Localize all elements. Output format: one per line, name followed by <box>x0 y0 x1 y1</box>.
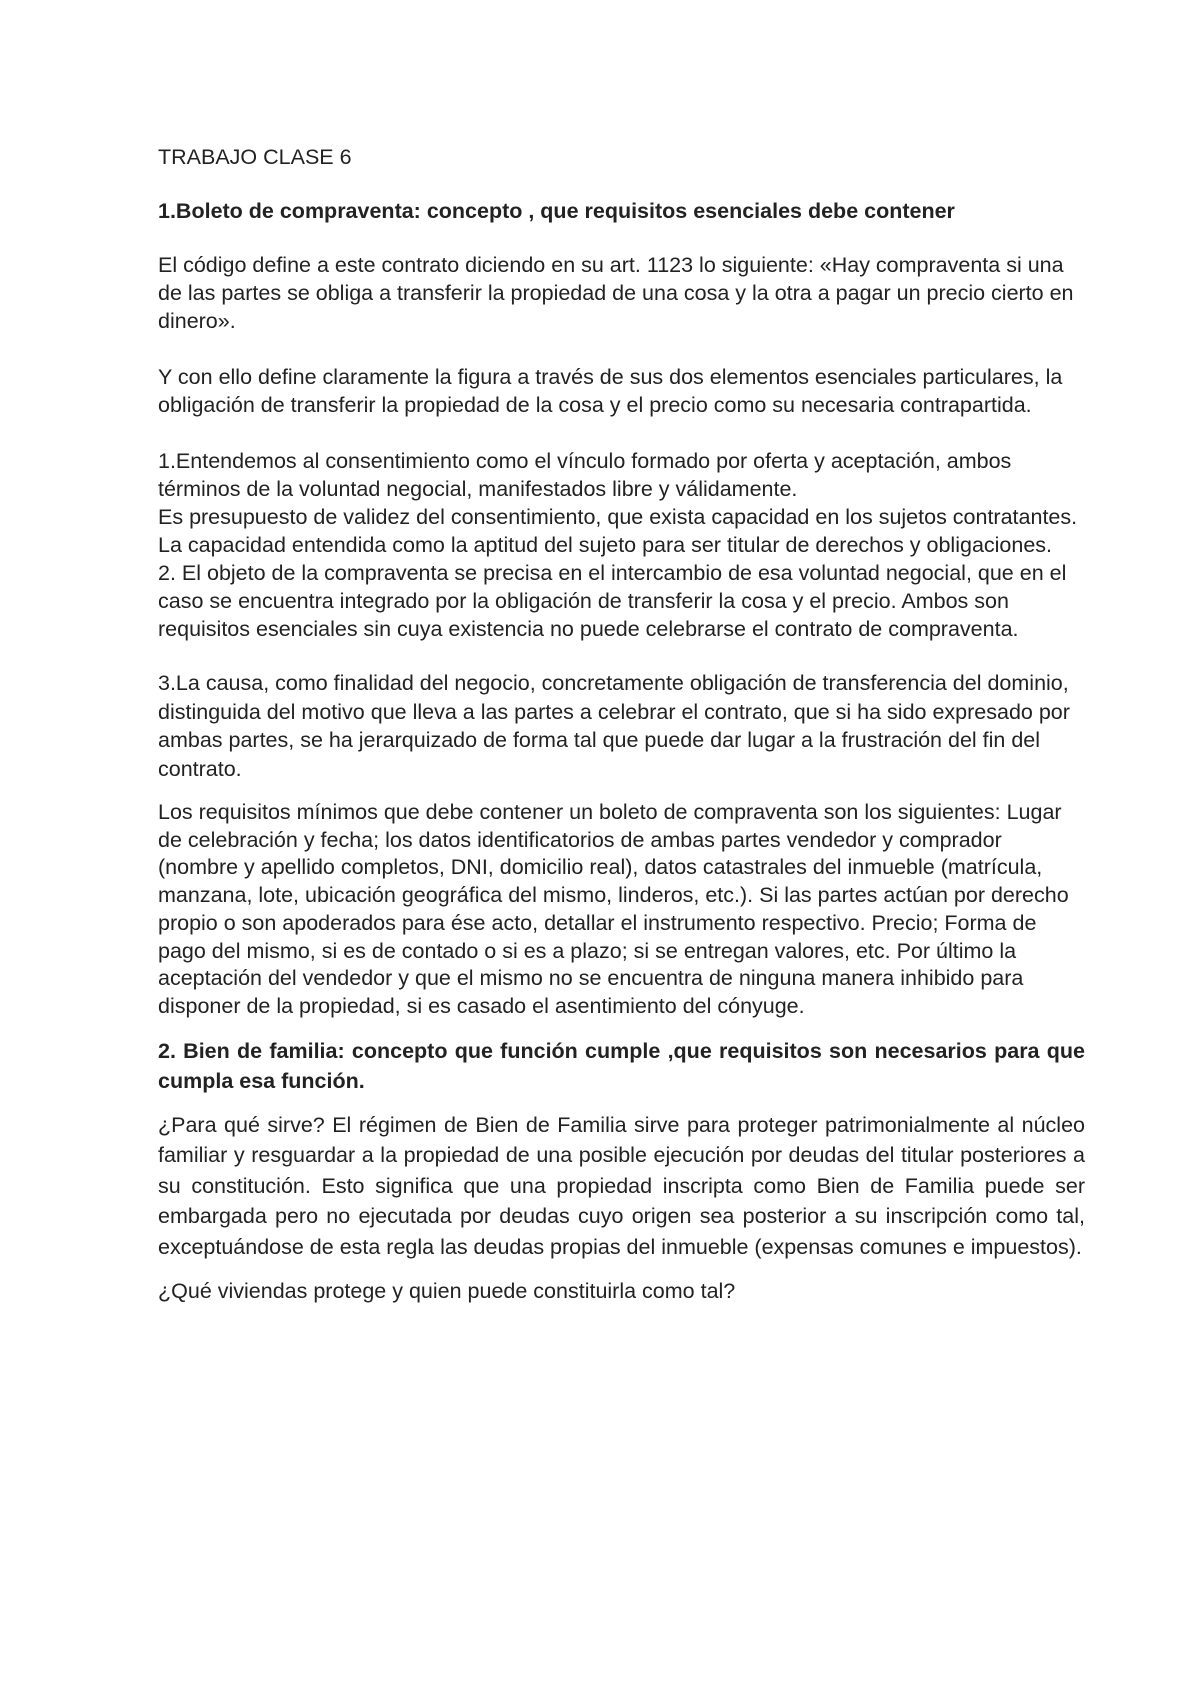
section2-paragraph-question: ¿Qué viviendas protege y quien puede constituirla como tal? <box>158 1279 736 1304</box>
section2-paragraph-purpose: ¿Para qué sirve? El régimen de Bien de Familia sirve para proteger patrimonialmente al núcleo familiar y resguardar a la propiedad de una posible ejecución por deudas del titular posteriores a su constitución. Esto significa que una propiedad inscripta como Bien de Familia puede ser embargada pero no ejecutada por deudas cuyo origen sea posterior a su inscripción como tal, exceptuándose de esta regla las deudas propias del inmueble (expensas comunes e impuestos). <box>158 1112 1085 1259</box>
section1-heading: 1.Boleto de compraventa: concepto , que requisitos esenciales debe contener <box>158 199 955 223</box>
section1-validity-line: Es presupuesto de validez del consentimiento, que exista capacidad en los sujetos contratantes. <box>158 505 1078 529</box>
section1-object-line: 2. El objeto de la compraventa se precisa en el intercambio de esa voluntad negocial, que en el caso se encuentra integrado por la obligación de transferir la cosa y el precio. Ambos son requisitos esenciales sin cuya existencia no puede celebrarse el contrato de compraventa. <box>158 561 1067 641</box>
section1-requirements-block <box>158 447 1085 643</box>
section1-paragraph-minimum-requirements: Los requisitos mínimos que debe contener un boleto de compraventa son los siguientes: Lugar de celebración y fecha; los datos identificatorios de ambas partes vendedor y comprador (nombre y apellido completos, DNI, domicilio real), datos catastrales del inmueble (matrícula, manzana, lote, ubicación geográfica del mismo, linderos, etc.). Si las partes actúan por derecho propio o son apoderados para ése acto, detallar el instrumento respectivo. Precio; Forma de pago del mismo, si es de contado o si es a plazo; si se entregan valores, etc. Por último la aceptación del vendedor y que el mismo no se encuentra de ninguna manera inhibido para disponer de la propiedad, si es casado el asentimiento del cónyuge. <box>158 800 1069 1018</box>
section1-consent-line: 1.Entendemos al consentimiento como el vínculo formado por oferta y aceptación, ambos términos de la voluntad negocial, manifestados libre y válidamente. <box>158 449 1012 501</box>
document-title: TRABAJO CLASE 6 <box>158 145 352 169</box>
section2-heading: 2. Bien de familia: concepto que función cumple ,que requisitos son necesarios para que cumpla esa función. <box>158 1038 1085 1093</box>
section1-paragraph-elements: Y con ello define claramente la figura a través de sus dos elementos esenciales particulares, la obligación de transferir la propiedad de la cosa y el precio como su necesaria contrapartida. <box>158 365 1063 417</box>
section1-paragraph-definition: El código define a este contrato diciendo en su art. 1123 lo siguiente: «Hay compraventa si una de las partes se obliga a transferir la propiedad de una cosa y la otra a pagar un precio cierto en dinero». <box>158 253 1074 333</box>
document-body <box>158 143 1085 1307</box>
section1-capacity-line: La capacidad entendida como la aptitud del sujeto para ser titular de derechos y obligaciones. <box>158 533 1053 557</box>
section1-paragraph-cause: 3.La causa, como finalidad del negocio, concretamente obligación de transferencia del dominio, distinguida del motivo que lleva a las partes a celebrar el contrato, que si ha sido expresado por ambas partes, se ha jerarquizado de forma tal que puede dar lugar a la frustración del fin del contrato. <box>158 671 1070 781</box>
